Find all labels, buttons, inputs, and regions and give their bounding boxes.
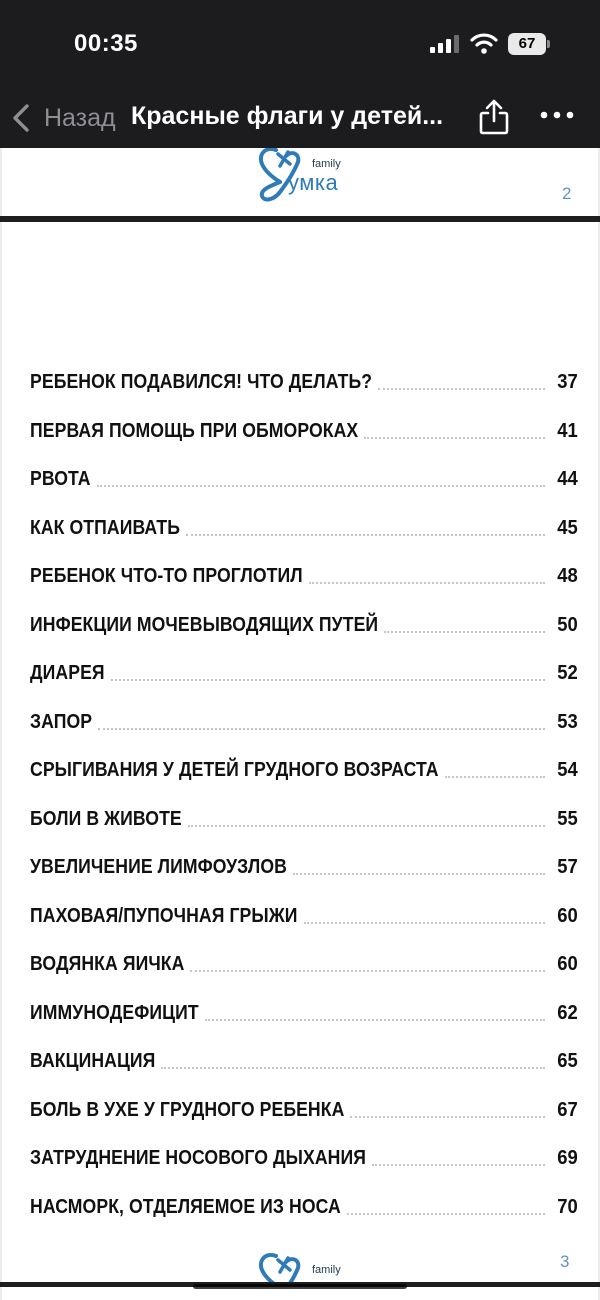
toc-title: ЗАПОР: [30, 709, 93, 733]
toc-row[interactable]: [30, 892, 578, 941]
toc-page-number: 50: [557, 612, 578, 636]
toc-row[interactable]: [30, 795, 578, 844]
toc-dot-leader: [111, 679, 546, 681]
share-icon[interactable]: [478, 98, 510, 136]
logo-family-text: family: [312, 1264, 341, 1276]
chevron-left-icon: [10, 103, 32, 133]
toc-page-number: 41: [557, 418, 578, 442]
battery-nub: [547, 40, 550, 48]
toc-page-number: 70: [557, 1194, 578, 1218]
toc-page-number: 44: [557, 467, 578, 491]
toc-row[interactable]: [30, 455, 578, 504]
toc-row[interactable]: [30, 407, 578, 456]
toc-row[interactable]: [30, 843, 578, 892]
toc-page-number: 57: [557, 855, 578, 879]
toc-page-number: 48: [557, 564, 578, 588]
toc-row[interactable]: [30, 940, 578, 989]
toc-title: ПЕРВАЯ ПОМОЩЬ ПРИ ОБМОРОКАХ: [30, 418, 359, 442]
toc-row[interactable]: [30, 1086, 578, 1135]
document-viewer[interactable]: [0, 148, 600, 1300]
toc-row[interactable]: [30, 1037, 578, 1086]
toc-dot-leader: [350, 1116, 545, 1118]
toc-page-number: 65: [557, 1049, 578, 1073]
home-indicator: [193, 1284, 407, 1289]
logo-word-text: умка: [288, 170, 339, 195]
toc-page-number: 52: [557, 661, 578, 685]
toc-page-number: 69: [557, 1146, 578, 1170]
toc-page-number: 60: [557, 952, 578, 976]
back-button[interactable]: [10, 98, 116, 138]
toc-page-number: 54: [557, 758, 578, 782]
page-number-top: 2: [562, 184, 572, 203]
toc-dot-leader: [364, 437, 545, 439]
battery-level: 67: [508, 33, 546, 55]
toc-page-number: 62: [557, 1000, 578, 1024]
status-bar: [0, 0, 600, 88]
toc-title: УВЕЛИЧЕНИЕ ЛИМФОУЗЛОВ: [30, 855, 287, 879]
toc-dot-leader: [293, 873, 546, 875]
toc-page-number: 55: [557, 806, 578, 830]
toc-page-number: 67: [557, 1097, 578, 1121]
toc-title: СРЫГИВАНИЯ У ДЕТЕЙ ГРУДНОГО ВОЗРАСТА: [30, 758, 439, 782]
wifi-icon: [470, 32, 498, 54]
toc-title: БОЛЬ В УХЕ У ГРУДНОГО РЕБЕНКА: [30, 1097, 345, 1121]
toc-row[interactable]: [30, 1134, 578, 1183]
table-of-contents: [30, 358, 578, 1231]
toc-row[interactable]: [30, 552, 578, 601]
logo-family-text: family: [312, 158, 341, 170]
toc-row[interactable]: [30, 698, 578, 747]
toc-page-number: 60: [557, 903, 578, 927]
toc-title: ВОДЯНКА ЯИЧКА: [30, 952, 185, 976]
toc-row[interactable]: [30, 649, 578, 698]
umka-logo: [254, 148, 354, 204]
toc-page-number: 53: [557, 709, 578, 733]
toc-row[interactable]: [30, 358, 578, 407]
toc-title: БОЛИ В ЖИВОТЕ: [30, 806, 182, 830]
toc-dot-leader: [347, 1213, 546, 1215]
toc-title: ИНФЕКЦИИ МОЧЕВЫВОДЯЩИХ ПУТЕЙ: [30, 612, 379, 636]
toc-title: РЕБЕНОК ПОДАВИЛСЯ! ЧТО ДЕЛАТЬ?: [30, 370, 373, 394]
toc-title: ПАХОВАЯ/ПУПОЧНАЯ ГРЫЖИ: [30, 903, 298, 927]
toc-row[interactable]: [30, 601, 578, 650]
toc-title: РВОТА: [30, 467, 91, 491]
toc-page-number: 37: [557, 370, 578, 394]
document-title: Красные флаги у детей...: [131, 102, 444, 130]
toc-title: ДИАРЕЯ: [30, 661, 105, 685]
page-2-footer: [2, 148, 598, 216]
toc-dot-leader: [304, 922, 546, 924]
toc-dot-leader: [205, 1019, 546, 1021]
cellular-signal-icon: [430, 35, 460, 53]
toc-dot-leader: [309, 582, 546, 584]
toc-title: КАК ОТПАИВАТЬ: [30, 515, 180, 539]
more-icon[interactable]: [540, 108, 574, 122]
toc-row[interactable]: [30, 746, 578, 795]
toc-title: НАСМОРК, ОТДЕЛЯЕМОЕ ИЗ НОСА: [30, 1194, 341, 1218]
toc-dot-leader: [384, 631, 545, 633]
battery-icon: [508, 33, 550, 55]
navigation-bar: [0, 88, 600, 148]
toc-dot-leader: [445, 776, 546, 778]
toc-title: ЗАТРУДНЕНИЕ НОСОВОГО ДЫХАНИЯ: [30, 1146, 367, 1170]
page-number-bottom: 3: [560, 1252, 570, 1271]
toc-page-number: 45: [557, 515, 578, 539]
toc-title: РЕБЕНОК ЧТО-ТО ПРОГЛОТИЛ: [30, 564, 303, 588]
toc-dot-leader: [186, 534, 545, 536]
toc-dot-leader: [190, 970, 545, 972]
toc-dot-leader: [188, 825, 546, 827]
toc-title: ВАКЦИНАЦИЯ: [30, 1049, 156, 1073]
toc-row[interactable]: [30, 504, 578, 553]
toc-dot-leader: [161, 1067, 545, 1069]
back-label: Назад: [44, 103, 116, 132]
toc-title: ИММУНОДЕФИЦИТ: [30, 1000, 199, 1024]
page-3: [2, 222, 598, 1282]
toc-dot-leader: [378, 388, 545, 390]
toc-row[interactable]: [30, 1183, 578, 1232]
toc-dot-leader: [372, 1164, 545, 1166]
toc-dot-leader: [98, 728, 545, 730]
status-time: 00:35: [74, 30, 138, 57]
toc-row[interactable]: [30, 989, 578, 1038]
toc-dot-leader: [97, 485, 546, 487]
